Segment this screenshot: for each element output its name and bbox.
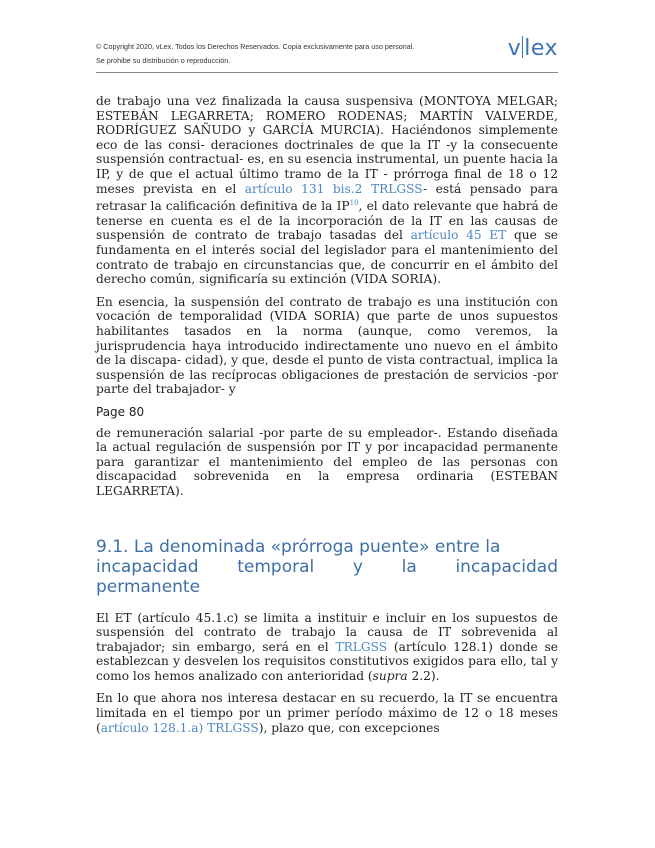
link-trlgss-2[interactable]: TRLGSS (207, 720, 259, 735)
heading-line-2: incapacidad temporal y la incapacidad (96, 556, 558, 577)
logo-lex: lex (524, 36, 558, 61)
copyright-line-1: © Copyright 2020, vLex. Todos los Derechos Reservados. Copia exclusivamente para uso personal. (96, 42, 415, 51)
paragraph-2: En esencia, la suspensión del contrato de trabajo es una institución con vocación de temporalidad (VIDA SORIA) que parte de unos supuestos habilitantes tasados en la norma (aunque, como veremos, la jurisprudencia haya introducido indirectamente uno nuevo en el ámbito de la discapa- cidad), y que, desde el punto de vista contractual, implica la suspensión de las recíprocas obligaciones de prestación de servicios -por parte del trabajador- y (96, 294, 558, 397)
link-articulo-45-et[interactable]: artículo 45 ET (410, 228, 507, 243)
vlex-logo[interactable] (508, 36, 558, 61)
section-heading (96, 537, 558, 597)
link-articulo-131-bis2-trlgss[interactable]: artículo 131 bis.2 TRLGSS (244, 181, 424, 196)
link-articulo-128-1-a[interactable]: artículo 128.1.a) (100, 720, 204, 735)
header-rule (96, 72, 558, 73)
page-header (96, 36, 558, 72)
document-body (96, 94, 558, 743)
paragraph-3: de remuneración salarial -por parte de su empleador-. Estando diseñada la actual regulación de suspensión por IT y por incapacidad permanente para garantizar el mantenimiento del empleo de las personas con discapacidad sobrevenida en la empresa ordinaria (ESTEBAN LEGARRETA). (96, 425, 558, 498)
link-trlgss[interactable]: TRLGSS (335, 639, 388, 654)
paragraph-5: En lo que ahora nos interesa destacar en su recuerdo, la IT se encuentra limitada en el tiempo por un primer período máximo de 12 o 18 meses (artículo 128.1.a) TRLGSS), plazo que, con excepciones (96, 691, 558, 735)
paragraph-4: El ET (artículo 45.1.c) se limita a instituir e incluir en los supuestos de suspensión del contrato de trabajo la causa de IT sobrevenida al trabajador; sin embargo, será en el TRLGSS (artículo 128.1) donde se establezcan y desvelen los requisitos constitutivos exigidos para ello, tal y como los hemos analizado con anterioridad (supra 2.2). (96, 610, 558, 683)
copyright-line-2: Se prohibe su distribución o reproducción. (96, 56, 231, 65)
page-marker: Page 80 (96, 404, 145, 419)
footnote-ref[interactable]: 10 (349, 199, 359, 208)
logo-v: v (507, 36, 522, 61)
paragraph-1: de trabajo una vez finalizada la causa suspensiva (MONTOYA MELGAR; ESTEBÁN LEGARRETA; ROMERO RODENAS; MARTÍN VALVERDE, RODRÍGUEZ SAÑUDO y GARCÍA MURCIA). Haciéndonos simplemente eco de las consi- deraciones doctrinales de que la IT -y la consecuente suspensión contractual- es, en su esencia instrumental, un puente hacia la IP, y de que el actual último tramo de la IT - prórroga final de 18 o 12 meses prevista en el artículo 131 bis.2 TRLGSS- está pensado para retrasar la calificación definitiva de la IP$^{10}$, el dato relevante que habrá de tenerse en cuenta es el de la incorporación de la IT en las causas de suspensión de contrato de trabajo tasadas del artículo 45 ET que se fundamenta en el interés social del legislador para el mantenimiento del contrato de trabajo en circunstancias que, de concurrir en el ámbito del derecho común, significaría su extinción (VIDA SORIA). (96, 94, 558, 287)
heading-line-1: 9.1. La denominada «prórroga puente» entre la (96, 536, 501, 557)
heading-line-3: permanente (96, 576, 201, 597)
